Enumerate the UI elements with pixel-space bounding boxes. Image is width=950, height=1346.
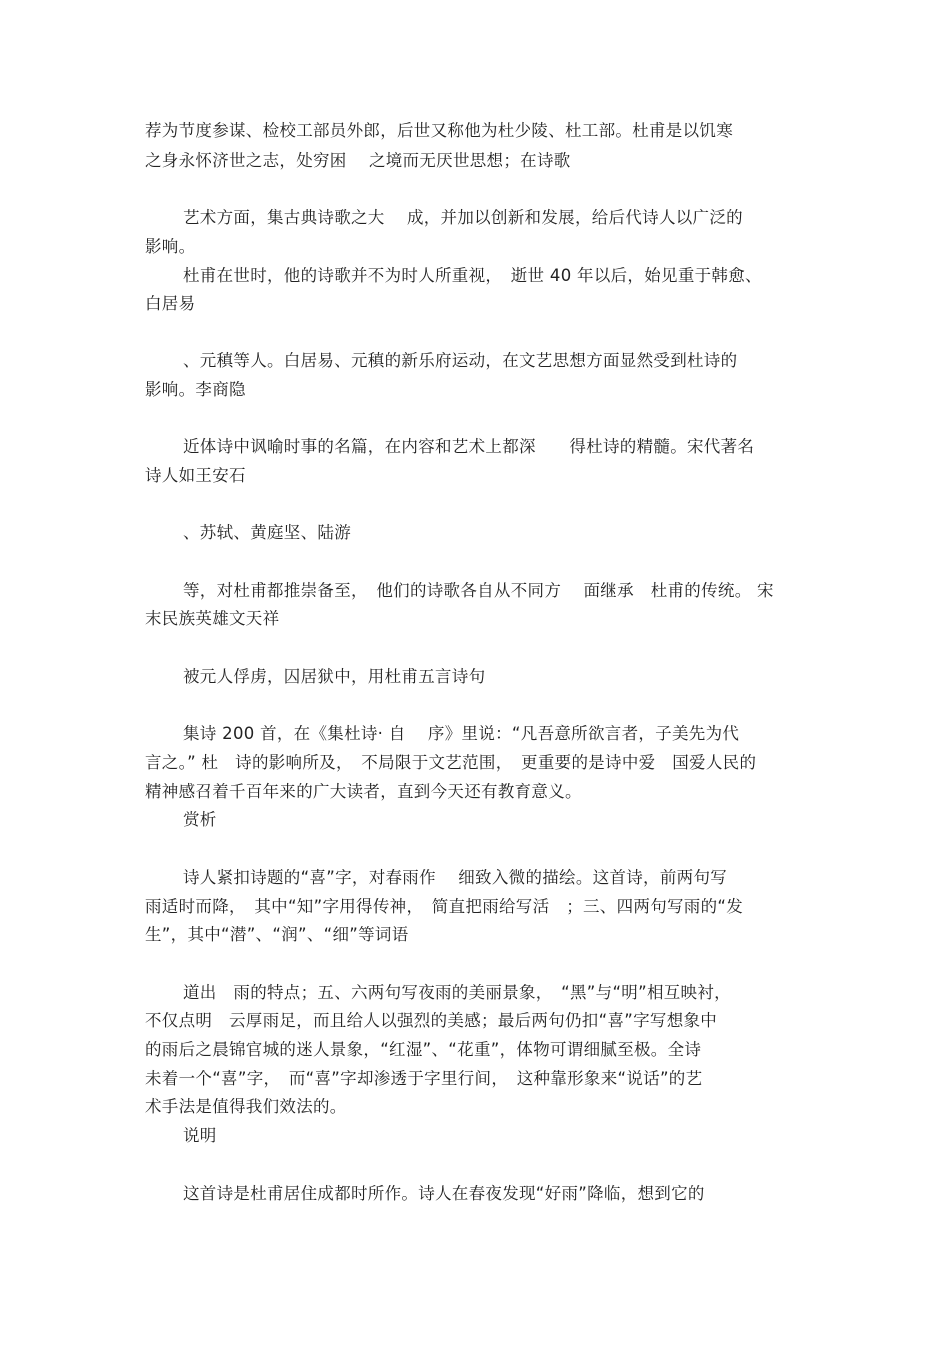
text-line: 生”，其中“潜”、“润”、“细”等词语	[145, 925, 409, 944]
text-line: 被元人俘虏，囚居狱中，用杜甫五言诗句	[183, 667, 486, 686]
text-line: 诗人如王安石	[145, 466, 246, 485]
text-line: 艺术方面，集古典诗歌之大 成，并加以创新和发展，给后代诗人以广泛的	[183, 208, 743, 227]
text-line: 近体诗中讽喻时事的名篇，在内容和艺术上都深 得杜诗的精髓。宋代著名	[183, 437, 755, 456]
text-line: 言之。” 杜 诗的影响所及， 不局限于文艺范围， 更重要的是诗中爱 国爱人民的	[145, 753, 757, 772]
text-line: 精神感召着千百年来的广大读者，直到今天还有教育意义。	[145, 782, 582, 801]
section-heading: 赏析	[183, 810, 217, 829]
text-line: 这首诗是杜甫居住成都时所作。诗人在春夜发现“好雨”降临，想到它的	[183, 1184, 705, 1203]
text-line: 杜甫在世时，他的诗歌并不为时人所重视， 逝世 40 年以后，始见重于韩愈、	[183, 266, 762, 285]
text-line: 的雨后之晨锦官城的迷人景象，“红湿”、“花重”，体物可谓细腻至极。全诗	[145, 1040, 702, 1059]
text-line: 白居易	[145, 294, 196, 313]
text-line: 未着一个“喜”字， 而“喜”字却渗透于字里行间， 这种靠形象来“说话”的艺	[145, 1069, 703, 1088]
text-line: 诗人紧扣诗题的“喜”字，对春雨作 细致入微的描绘。这首诗，前两句写	[183, 868, 728, 887]
text-line: 末民族英雄文天祥	[145, 609, 280, 628]
text-line: 集诗 200 首，在《集杜诗· 自 序》里说：“凡吾意所欲言者，子美先为代	[183, 724, 740, 743]
text-line: 术手法是值得我们效法的。	[145, 1097, 347, 1116]
text-line: 影响。李商隐	[145, 380, 246, 399]
text-line: 道出 雨的特点；五、六两句写夜雨的美丽景象， “黑”与“明”相互映衬，	[183, 983, 731, 1002]
text-line: 不仅点明 云厚雨足，而且给人以强烈的美感；最后两句仍扣“喜”字写想象中	[145, 1011, 718, 1030]
text-line: 、元稹等人。白居易、元稹的新乐府运动，在文艺思想方面显然受到杜诗的	[183, 351, 738, 370]
text-line: 雨适时而降， 其中“知”字用得传神， 简直把雨给写活 ；三、四两句写雨的“发	[145, 897, 744, 916]
section-heading: 说明	[183, 1126, 217, 1145]
text-line: 之身永怀济世之志，处穷困 之境而无厌世思想；在诗歌	[145, 151, 571, 170]
text-line: 荐为节度参谋、检校工部员外郎，后世又称他为杜少陵、杜工部。杜甫是以饥寒	[145, 121, 733, 140]
text-line: 等，对杜甫都推崇备至， 他们的诗歌各自从不同方 面继承 杜甫的传统。 宋	[183, 581, 774, 600]
text-line: 、苏轼、黄庭坚、陆游	[183, 523, 351, 542]
text-line: 影响。	[145, 237, 196, 256]
